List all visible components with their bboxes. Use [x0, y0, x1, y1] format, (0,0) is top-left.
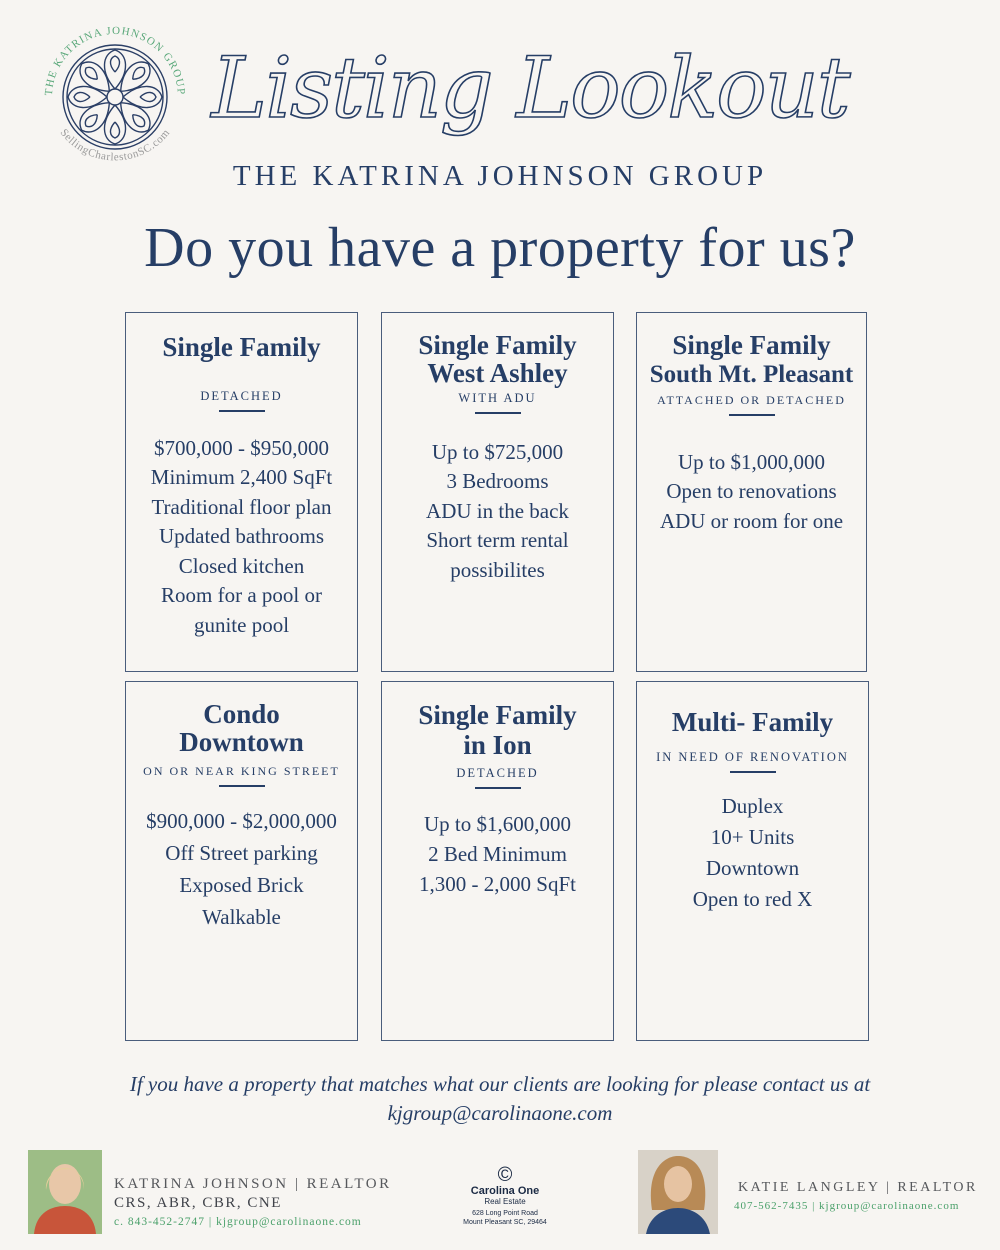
list-item: Downtown — [705, 855, 800, 880]
group-logo — [30, 12, 200, 172]
card-title — [382, 331, 613, 387]
card-criteria-list — [126, 805, 357, 933]
list-item: gunite pool — [193, 612, 290, 637]
list-item: Traditional floor plan — [151, 494, 332, 519]
list-item: Short term rental — [426, 528, 569, 552]
list-item: Open to renovations — [666, 479, 837, 503]
card-title-line: Single Family — [162, 332, 321, 362]
card-multi-family — [636, 681, 869, 1041]
brokerage-name: Carolina One — [470, 1185, 540, 1197]
card-criteria-list — [126, 434, 357, 641]
card-divider — [475, 412, 521, 414]
card-subtitle: ON OR NEAR KING STREET — [143, 764, 340, 778]
card-divider — [219, 410, 265, 412]
copyright-c-icon: © — [497, 1164, 513, 1186]
list-item: Off Street parking — [165, 840, 318, 865]
brokerage-address-line: Mount Pleasant SC, 29464 — [463, 1219, 547, 1226]
list-item: Updated bathrooms — [158, 524, 325, 548]
card-single-family-in-ion — [381, 681, 614, 1041]
card-subtitle: DETACHED — [200, 389, 283, 403]
list-item: Up to $1,600,000 — [424, 811, 571, 836]
card-title — [126, 700, 357, 756]
card-criteria-list — [637, 791, 868, 915]
card-title — [637, 708, 868, 736]
contact-message-line: If you have a property that matches what our clients are looking for please contact us at — [129, 1072, 871, 1096]
list-item: Exposed Brick — [179, 872, 304, 897]
card-divider — [219, 785, 265, 787]
card-title-line: in Ion — [463, 730, 532, 760]
card-title-line: Single Family — [672, 330, 831, 360]
card-title — [382, 700, 613, 760]
card-title — [637, 331, 866, 389]
card-title-line: South Mt. Pleasant — [649, 361, 854, 388]
logo-ring-text: THE KATRINA JOHNSON GROUP — [42, 24, 188, 96]
card-condo-downtown — [125, 681, 358, 1041]
list-item: Walkable — [202, 904, 281, 929]
group-name: THE KATRINA JOHNSON GROUP — [232, 160, 768, 192]
list-item: $900,000 - $2,000,000 — [146, 808, 337, 833]
list-item: Closed kitchen — [178, 553, 305, 578]
card-subtitle: WITH ADU — [458, 391, 537, 405]
list-item: 1,300 - 2,000 SqFt — [419, 871, 576, 896]
card-title-line: Single Family — [418, 330, 577, 360]
list-item: 10+ Units — [710, 824, 795, 849]
headline: Do you have a property for us? — [144, 217, 856, 279]
list-item: Up to $1,000,000 — [678, 449, 825, 474]
card-single-family-south-mt-pleasant — [636, 312, 867, 672]
script-title-text: Listing Lookout — [211, 39, 849, 137]
agent-photo-katrina — [28, 1150, 102, 1234]
list-item: $700,000 - $950,000 — [154, 435, 329, 460]
list-item: Open to red X — [692, 886, 813, 911]
card-criteria-list — [382, 438, 613, 586]
card-criteria-list — [637, 448, 866, 537]
list-item: ADU or room for one — [659, 508, 844, 533]
card-title-line: Downtown — [179, 727, 304, 757]
ironwork-rosette-icon — [63, 45, 167, 149]
card-single-family-west-ashley — [381, 312, 614, 672]
agent-contact-katie[interactable]: 407-562-7435 | kjgroup@carolinaone.com — [734, 1200, 960, 1212]
logo-ring-bottom-text: SellingCharlestonSC.com — [57, 126, 173, 164]
list-item: Minimum 2,400 SqFt — [150, 465, 333, 489]
card-title-line: Condo — [203, 699, 280, 729]
agent-credentials: CRS, ABR, CBR, CNE — [114, 1195, 282, 1211]
card-divider — [475, 787, 521, 789]
card-single-family — [125, 312, 358, 672]
list-item: Up to $725,000 — [431, 439, 564, 464]
card-title — [126, 333, 357, 361]
list-item: ADU in the back — [426, 498, 569, 523]
card-divider — [729, 414, 775, 416]
list-item: 2 Bed Minimum — [428, 841, 567, 866]
card-criteria-list — [382, 809, 613, 899]
card-title-line: West Ashley — [427, 358, 568, 388]
list-item: 3 Bedrooms — [446, 469, 549, 493]
agent-name-katie: KATIE LANGLEY | REALTOR — [738, 1180, 978, 1195]
contact-message — [30, 1070, 970, 1128]
agent-photo-katie — [638, 1150, 718, 1234]
card-title-line: Multi- Family — [671, 707, 834, 737]
list-item: possibilites — [450, 557, 545, 582]
card-subtitle: DETACHED — [456, 766, 539, 780]
carolina-one-logo — [455, 1165, 555, 1227]
card-title-line: Single Family — [418, 700, 577, 730]
card-subtitle: ATTACHED OR DETACHED — [657, 393, 846, 407]
brokerage-address-line: 628 Long Point Road — [472, 1210, 538, 1217]
script-title — [211, 22, 849, 162]
contact-email-link[interactable]: kjgroup@carolinaone.com — [387, 1101, 613, 1125]
agent-name-katrina: KATRINA JOHNSON | REALTOR — [114, 1176, 392, 1192]
card-divider — [730, 771, 776, 773]
list-item: Duplex — [721, 793, 784, 818]
agent-contact-katrina[interactable]: c. 843-452-2747 | kjgroup@carolinaone.com — [114, 1216, 362, 1228]
list-item: Room for a pool or — [161, 583, 322, 607]
brokerage-sub: Real Estate — [484, 1197, 526, 1206]
card-subtitle: IN NEED OF RENOVATION — [656, 750, 849, 764]
